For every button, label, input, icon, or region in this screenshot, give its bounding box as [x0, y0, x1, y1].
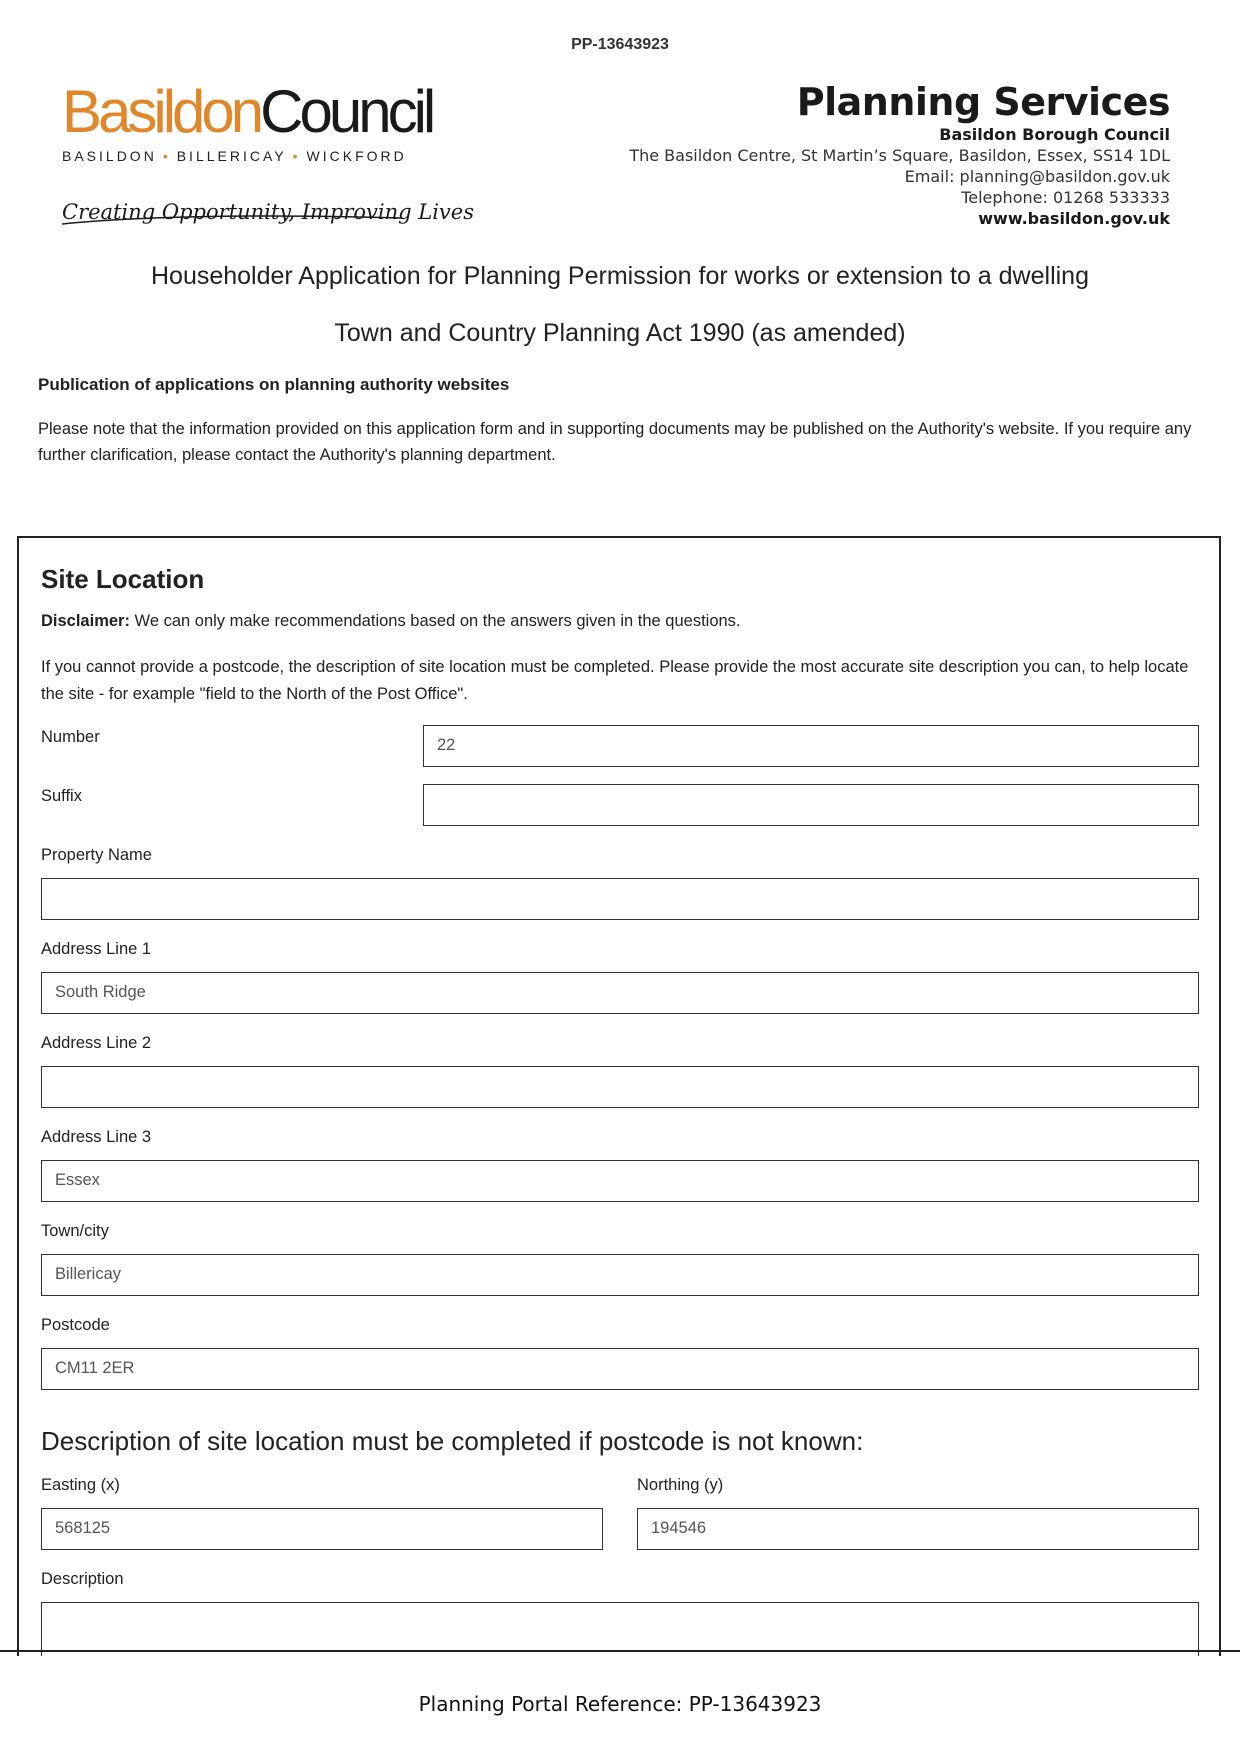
form-title: Householder Application for Planning Permission for works or extension to a dwelling	[150, 262, 1089, 290]
bullet-icon: •	[292, 148, 301, 164]
logo-basildon-text: Basildon	[62, 78, 261, 145]
planning-services-title: Planning Services	[796, 80, 1170, 124]
number-field[interactable]: 22	[423, 725, 1199, 767]
number-label: Number	[41, 728, 100, 746]
property-name-label: Property Name	[41, 846, 152, 864]
town-city-field[interactable]: Billericay	[41, 1254, 1199, 1296]
address-line-2-field[interactable]	[41, 1066, 1199, 1108]
logo-council-text: Council	[260, 78, 433, 145]
page-divider	[0, 1650, 1240, 1652]
easting-field[interactable]: 568125	[41, 1508, 603, 1550]
footer-reference: Planning Portal Reference: PP-13643923	[418, 1692, 822, 1716]
form-act-subtitle: Town and Country Planning Act 1990 (as amended)	[334, 319, 906, 347]
town-city-label: Town/city	[41, 1222, 109, 1240]
easting-label: Easting (x)	[41, 1476, 120, 1494]
suffix-label: Suffix	[41, 787, 82, 805]
address-line-3-field[interactable]: Essex	[41, 1160, 1199, 1202]
council-website: www.basildon.gov.uk	[978, 209, 1170, 228]
disclaimer	[41, 612, 741, 631]
address-line-1-field[interactable]: South Ridge	[41, 972, 1199, 1014]
address-line-2-label: Address Line 2	[41, 1034, 152, 1052]
logo-wordmark	[62, 78, 433, 145]
site-location-section	[17, 536, 1221, 1656]
section-title: Site Location	[41, 564, 205, 594]
logo-slogan: Creating Opportunity, Improving Lives	[62, 200, 474, 224]
publication-notice: Please note that the information provided on this application form and in supporting documents may be published on the Authority's website. If you require any further clarification, please contact the Authority's planning department.	[38, 420, 1192, 464]
property-name-field[interactable]	[41, 878, 1199, 920]
northing-label: Northing (y)	[637, 1476, 724, 1494]
basildon-council-logo	[62, 78, 474, 232]
description-textarea[interactable]	[41, 1602, 1199, 1656]
organisation-name: Basildon Borough Council	[939, 125, 1170, 144]
council-address: The Basildon Centre, St Martin’s Square, Basildon, Essex, SS14 1DL	[629, 146, 1170, 165]
address-line-1-label: Address Line 1	[41, 940, 152, 958]
bullet-icon: •	[162, 148, 171, 164]
suffix-field[interactable]	[423, 784, 1199, 826]
publication-heading: Publication of applications on planning authority websites	[38, 375, 510, 394]
logo-town: BASILDON	[62, 148, 157, 164]
planning-services-header	[629, 80, 1170, 229]
reference-number-top: PP-13643923	[571, 36, 669, 53]
address-line-3-label: Address Line 3	[41, 1128, 152, 1146]
postcode-field[interactable]: CM11 2ER	[41, 1348, 1199, 1390]
postcode-label: Postcode	[41, 1316, 110, 1334]
council-telephone: Telephone: 01268 533333	[961, 188, 1170, 207]
postcode-note: If you cannot provide a postcode, the description of site location must be completed. Please provide the most accurate site description you can, to help locate the site - for example "field to the North of the Post Office".	[41, 658, 1189, 703]
description-label: Description	[41, 1570, 124, 1588]
disclaimer-text: We can only make recommendations based on the answers given in the questions.	[129, 612, 741, 630]
council-email: Email: planning@basildon.gov.uk	[904, 167, 1170, 186]
logo-town: WICKFORD	[306, 148, 407, 164]
disclaimer-label: Disclaimer:	[41, 612, 130, 630]
description-heading: Description of site location must be completed if postcode is not known:	[41, 1426, 864, 1456]
slogan-underline-icon	[62, 212, 407, 226]
northing-field[interactable]: 194546	[637, 1508, 1199, 1550]
logo-towns	[62, 148, 407, 164]
logo-town: BILLERICAY	[176, 148, 287, 164]
